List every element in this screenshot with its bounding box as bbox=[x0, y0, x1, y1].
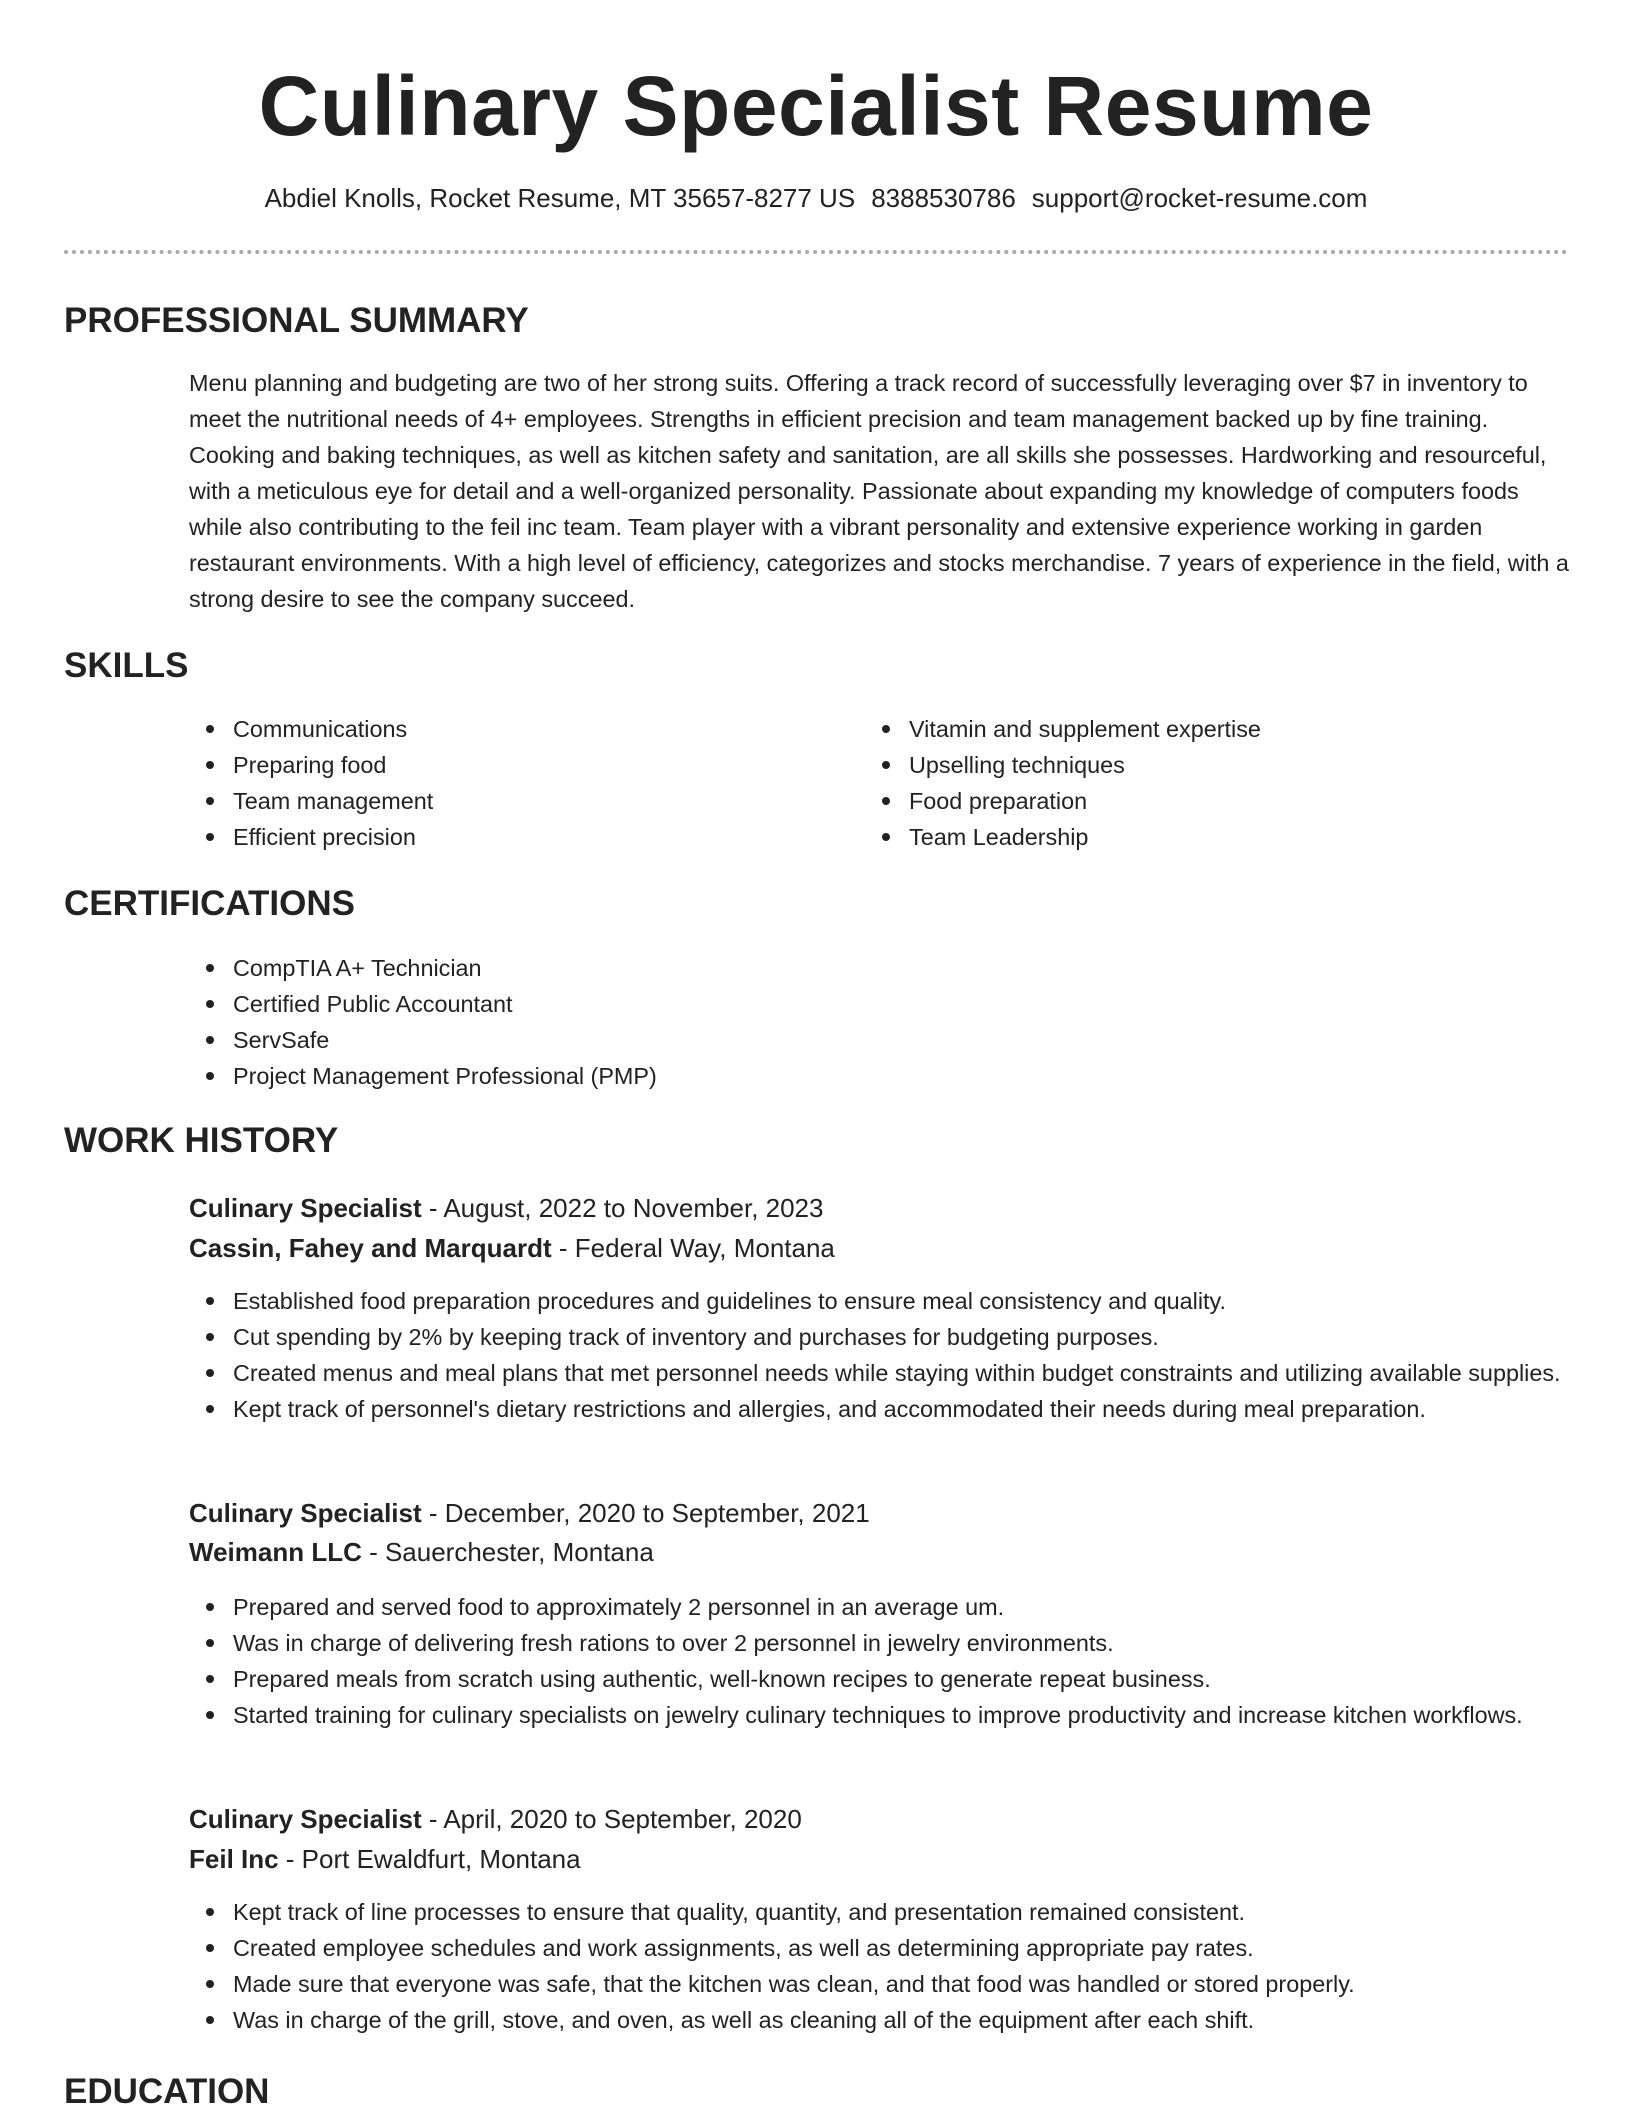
job-title: Culinary Specialist bbox=[189, 1498, 422, 1528]
job-bullets bbox=[189, 1283, 1569, 1427]
section-title-work-history: WORK HISTORY bbox=[64, 1121, 339, 1160]
skill-item: Food preparation bbox=[865, 783, 1505, 819]
section-title-skills: SKILLS bbox=[64, 646, 189, 685]
job-company: Feil Inc bbox=[189, 1844, 279, 1874]
skills-list-right bbox=[865, 711, 1505, 855]
skill-item: Communications bbox=[189, 711, 829, 747]
job-location: - Sauerchester, Montana bbox=[361, 1537, 654, 1567]
job-company-line bbox=[189, 1840, 581, 1878]
skill-item: Vitamin and supplement expertise bbox=[865, 711, 1505, 747]
certification-item: ServSafe bbox=[189, 1022, 1569, 1058]
job-dates: - August, 2022 to November, 2023 bbox=[421, 1193, 824, 1223]
section-title-certifications: CERTIFICATIONS bbox=[64, 884, 356, 923]
skill-item: Team Leadership bbox=[865, 819, 1505, 855]
job-bullet: Started training for culinary specialists on jewelry culinary techniques to improve productivity and increase kitchen workflows. bbox=[189, 1697, 1569, 1733]
section-title-education: EDUCATION bbox=[64, 2072, 270, 2111]
job-bullet: Created menus and meal plans that met personnel needs while staying within budget constraints and utilizing available supplies. bbox=[189, 1355, 1569, 1391]
job-bullets bbox=[189, 1894, 1569, 2038]
job-title: Culinary Specialist bbox=[189, 1804, 422, 1834]
job-company: Weimann LLC bbox=[189, 1537, 362, 1567]
certification-item: Certified Public Accountant bbox=[189, 986, 1569, 1022]
skill-item: Efficient precision bbox=[189, 819, 829, 855]
summary-text: Menu planning and budgeting are two of her strong suits. Offering a track record of successfully leveraging over $7 in inventory to meet the nutritional needs of 4+ employees. Strengths in efficient precision and team management backed up by fine training. Cooking and baking techniques, as well as kitchen safety and sanitation, are all skills she possesses. Hardworking and resourceful, with a meticulous eye for detail and a well-organized personality. Passionate about expanding my knowledge of computers foods while also contributing to the feil inc team. Team player with a vibrant personality and extensive experience working in garden restaurant environments. With a high level of efficiency, categorizes and stocks merchandise. 7 years of experience in the field, with a strong desire to see the company succeed. bbox=[189, 370, 1569, 612]
skill-item: Preparing food bbox=[189, 747, 829, 783]
job-bullet: Established food preparation procedures and guidelines to ensure meal consistency and quality. bbox=[189, 1283, 1569, 1319]
job-dates: - December, 2020 to September, 2021 bbox=[421, 1498, 870, 1528]
job-bullet: Prepared meals from scratch using authentic, well-known recipes to generate repeat business. bbox=[189, 1661, 1569, 1697]
contact-address: Abdiel Knolls, Rocket Resume, MT 35657-8277 US bbox=[264, 183, 856, 213]
contact-phone: 8388530786 bbox=[871, 183, 1016, 213]
job-bullet: Prepared and served food to approximately 2 personnel in an average um. bbox=[189, 1589, 1569, 1625]
skill-item: Upselling techniques bbox=[865, 747, 1505, 783]
contact-line bbox=[0, 180, 1632, 216]
job-location: - Port Ewaldfurt, Montana bbox=[278, 1844, 581, 1874]
skill-item: Team management bbox=[189, 783, 829, 819]
job-bullet: Created employee schedules and work assignments, as well as determining appropriate pay rates. bbox=[189, 1930, 1569, 1966]
resume-title: Culinary Specialist Resume bbox=[258, 59, 1374, 153]
job-bullet: Kept track of line processes to ensure that quality, quantity, and presentation remained consistent. bbox=[189, 1894, 1569, 1930]
job-bullet: Made sure that everyone was safe, that the kitchen was clean, and that food was handled or stored properly. bbox=[189, 1966, 1569, 2002]
job-company: Cassin, Fahey and Marquardt bbox=[189, 1233, 552, 1263]
job-company-line bbox=[189, 1229, 835, 1267]
job-bullet: Cut spending by 2% by keeping track of inventory and purchases for budgeting purposes. bbox=[189, 1319, 1569, 1355]
certification-item: Project Management Professional (PMP) bbox=[189, 1058, 1569, 1094]
skills-list-left bbox=[189, 711, 829, 855]
job-title-line bbox=[189, 1800, 802, 1838]
job-location: - Federal Way, Montana bbox=[551, 1233, 835, 1263]
section-title-summary: PROFESSIONAL SUMMARY bbox=[64, 301, 529, 340]
job-title: Culinary Specialist bbox=[189, 1193, 422, 1223]
certification-item: CompTIA A+ Technician bbox=[189, 950, 1569, 986]
job-bullet: Was in charge of the grill, stove, and oven, as well as cleaning all of the equipment after each shift. bbox=[189, 2002, 1569, 2038]
job-company-line bbox=[189, 1533, 654, 1571]
contact-email: support@rocket-resume.com bbox=[1031, 183, 1368, 213]
job-title-line bbox=[189, 1494, 870, 1532]
job-bullet: Was in charge of delivering fresh rations to over 2 personnel in jewelry environments. bbox=[189, 1625, 1569, 1661]
certifications-list bbox=[189, 950, 1569, 1094]
job-title-line bbox=[189, 1189, 823, 1227]
header-divider bbox=[64, 250, 1568, 254]
job-bullet: Kept track of personnel's dietary restrictions and allergies, and accommodated their needs during meal preparation. bbox=[189, 1391, 1569, 1427]
job-bullets bbox=[189, 1589, 1569, 1733]
job-dates: - April, 2020 to September, 2020 bbox=[421, 1804, 802, 1834]
